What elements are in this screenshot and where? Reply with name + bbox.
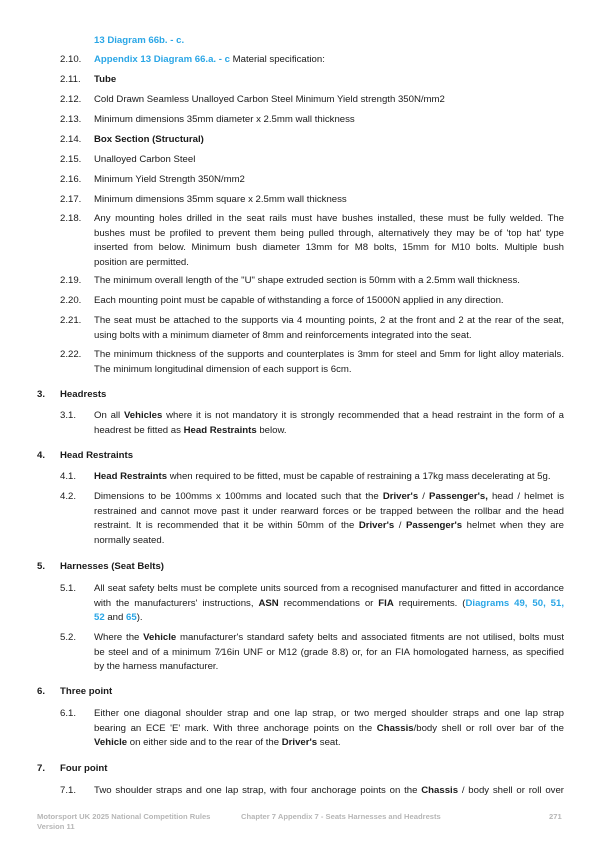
item-number: 2.22.	[60, 349, 82, 360]
item-number: 3.1.	[60, 410, 77, 421]
document-page: 13 Diagram 66b. - c. 2.10. Appendix 13 Diagram 66.a. - c Material specification: 2.11. Tube 2.12. Cold Drawn Seamless Unalloyed Carbon Steel Minimum Yield strength 350N/mm2 2.13. Minimum dimensions 35mm diameter x 2.5mm wall thickness 2.14. Box Section (Structural) 2.15. Unalloyed Carbon Steel 2.16. Minimum Yield Strength 350N/mm2 2.17. Minimum dimensions 35mm square x 2.5mm wall thickness 2.18. Any mounting holes drilled in the seat rails must have bushes installed, these must be fully welded. The bushes must be profiled to prevent them being pulled through, alternatively they may be of 'top hat' type inserted from below. Minimum bush diameter 13mm for M8 bolts, 15mm for M10 bolts. Multiple bush position are permitted. 2.19. The minimum overall length of the "U" shape extruded section is 50mm with a 2.5mm wall thickness. 2.20. Each mounting point must be capable of withstanding a force of 15000N applied in any direction. 2.21. The seat must be attached to the supports via 4 mounting points, 2 at the front and 2 at the rear of the seat, using bolts with a minimum diameter of 8mm and reinforcements integrated into the seat. 2.22. The minimum thickness of the supports and counterplates is 3mm for steel and 5mm for light alloy materials. The minimum longitudinal dimension of each support is 6cm. 3. Headrests 3.1. On all Vehicles where it is not mandatory it is strongly recommended that a head restraint in the form of a headrest be fitted as Head Restraints below. 4. Head Restraints 4.1. Head Restraints when required to be fitted, must be capable of restraining a 17kg mass decelerating at 5g. 4.2. Dimensions to be 100mms x 100mms and located such that the Driver's / Passenger's, head / helmet is restrained and cannot move past it under rearward forces or be trapped between the rollbar and the head restraint. It is recommended that it be within 50mm of the Driver's / Passenger's helmet when they are normally seated. 5. Harnesses (Seat Belts) 5.1. All seat safety belts must be complete units sourced from a recognised manufacturer and fitted in accordance with the manufacturers' instructions, ASN recommendations or FIA requirements. (Diagrams 49, 50, 51, 52 and 65). 5.2. Where the Vehicle manufacturer's standard safety belts and associated fitments are not utilised, bolts must be steel and of a minimum 7⁄16in UNF or M12 (grade 8.8) or, for an FIA homologated harness, as specified by the harness manufacturer. 6. Three point 6.1. Either one diagonal shoulder strap and one lap strap, or two merged shoulder straps and one lap strap bearing an ECE 'E' mark. With three anchorage points on the Chassis/body shell or roll over bar of the Vehicle on either side and to the rear of the Driver's seat. 7. Four point 7.1. Two shoulder straps and one lap strap, with four anchorage points on the Chassis / body shell or roll over Motorsport UK 2025 National Competition Rules Version 11 Chapter 7 Appendix 7 - Seats Harnesses and Headrests 271	[37, 35, 565, 831]
footer-rules-title: Motorsport UK 2025 National Competition Rules	[37, 812, 211, 821]
item-text: Material specification:	[229, 54, 325, 65]
item-text: On all Vehicles where it is not mandatory it is strongly recommended that a head restraint in the form of a headrest be fitted as Head Restraints below.	[94, 410, 564, 436]
item-heading: Tube	[94, 74, 117, 85]
diagram-link-66b[interactable]: 13 Diagram 66b. - c.	[94, 35, 185, 46]
item-text: Dimensions to be 100mms x 100mms and located such that the Driver's / Passenger's, head / helmet is restrained and cannot move past it under rearward forces or be trapped between the rollbar and the head restraint. It is recommended that it be within 50mm of the Driver's / Passenger's helmet when they are normally seated.	[94, 491, 565, 546]
footer-version: Version 11	[37, 822, 75, 831]
item-text: Either one diagonal shoulder strap and one lap strap, or two merged shoulder straps and one lap strap bearing an ECE 'E' mark. With three anchorage points on the Chassis/body shell or roll over bar of the Vehicle on either side and to the rear of the Driver's seat.	[94, 708, 564, 749]
item-text: Head Restraints when required to be fitted, must be capable of restraining a 17kg mass decelerating at 5g.	[94, 471, 551, 482]
item-text: The seat must be attached to the supports via 4 mounting points, 2 at the front and 2 at the rear of the seat, using bolts with a minimum diameter of 8mm and reinforcements integrated into the seat.	[94, 315, 564, 341]
item-number: 4.2.	[60, 491, 77, 502]
item-text: Where the Vehicle manufacturer's standard safety belts and associated fitments are not utilised, bolts must be steel and of a minimum 7⁄16in UNF or M12 (grade 8.8) or, for an FIA homologated harness, as specified by the harness manufacturer.	[94, 632, 564, 673]
item-text: Unalloyed Carbon Steel	[94, 154, 196, 165]
item-number: 2.16.	[60, 174, 82, 185]
item-number: 2.10.	[60, 54, 82, 65]
item-number: 2.12.	[60, 94, 82, 105]
footer-left	[37, 812, 210, 832]
item-text: Two shoulder straps and one lap strap, with four anchorage points on the Chassis / body shell or roll over	[94, 785, 564, 796]
item-number: 2.20.	[60, 295, 82, 306]
item-text: Minimum Yield Strength 350N/mm2	[94, 174, 245, 185]
item-number: 7.1.	[60, 785, 77, 796]
item-text: All seat safety belts must be complete units sourced from a recognised manufacturer and fitted in accordance with the manufacturers' instructions, ASN recommendations or FIA requirements. (Diagrams 49, 50, 51, 52 and 65).	[94, 583, 565, 624]
item-text: Any mounting holes drilled in the seat rails must have bushes installed, these must be fully welded. The bushes must be profiled to prevent them being pulled through, alternatively they may be of 'top hat' type inserted from below. Minimum bush diameter 13mm for M8 bolts, 15mm for M10 bolts. Multiple bush position are permitted.	[94, 213, 564, 268]
item-text: Each mounting point must be capable of withstanding a force of 15000N applied in any direction.	[94, 295, 504, 306]
diagram-65-link[interactable]: 65	[126, 612, 137, 624]
item-number: 4.1.	[60, 471, 77, 482]
item-number: 2.13.	[60, 114, 82, 125]
footer-page-number: 271	[549, 812, 562, 821]
item-text: Minimum dimensions 35mm square x 2.5mm wall thickness	[94, 194, 347, 205]
item-number: 5.2.	[60, 632, 77, 643]
diagram-52-link[interactable]: 52	[94, 612, 105, 624]
item-number: 2.14.	[60, 134, 82, 145]
item-text: The minimum overall length of the "U" shape extruded section is 50mm with a 2.5mm wall thickness.	[94, 275, 520, 286]
appendix-link[interactable]: Appendix 13 Diagram 66.a. - c	[94, 54, 230, 65]
item-number: 2.18.	[60, 213, 82, 224]
item-heading: Box Section (Structural)	[94, 134, 204, 145]
footer-chapter: Chapter 7 Appendix 7 - Seats Harnesses and Headrests	[241, 812, 441, 821]
diagrams-link[interactable]: Diagrams 49, 50, 51,	[465, 597, 565, 609]
item-number: 2.21.	[60, 315, 82, 326]
item-number: 5.1.	[60, 583, 77, 594]
item-text: Cold Drawn Seamless Unalloyed Carbon Steel Minimum Yield strength 350N/mm2	[94, 94, 445, 105]
item-number: 2.19.	[60, 275, 82, 286]
item-text: Minimum dimensions 35mm diameter x 2.5mm wall thickness	[94, 114, 355, 125]
item-number: 2.11.	[60, 74, 81, 85]
item-number: 6.1.	[60, 708, 77, 719]
item-text: The minimum thickness of the supports and counterplates is 3mm for steel and 5mm for light alloy materials. The minimum longitudinal dimension of each support is 6cm.	[94, 349, 564, 375]
item-number: 2.15.	[60, 154, 82, 165]
item-number: 2.17.	[60, 194, 82, 205]
